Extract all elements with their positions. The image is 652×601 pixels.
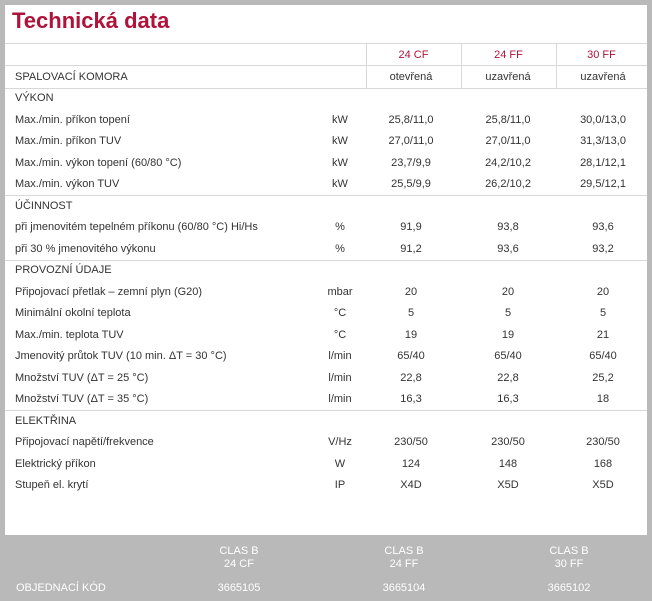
spec-value: 27,0/11,0 — [388, 135, 434, 148]
spec-row — [5, 453, 647, 475]
section-header — [5, 410, 647, 432]
spec-label: Max./min. teplota TUV — [15, 328, 124, 341]
spec-value: 20 — [501, 285, 515, 298]
order-code-24cf: 3665105 — [217, 582, 261, 594]
spec-unit: kW — [332, 178, 348, 191]
spec-row — [5, 131, 647, 153]
row-divider — [5, 195, 647, 196]
model-line: CLAS B — [549, 545, 589, 557]
spec-unit: °C — [333, 328, 347, 341]
model-line: CLAS B — [384, 545, 424, 557]
spec-value: 168 — [593, 457, 613, 470]
spec-value: uzavřená — [580, 70, 626, 83]
spec-value: X4D — [400, 479, 422, 492]
model-line: CLAS B — [219, 545, 259, 557]
order-code-24ff: 3665104 — [382, 582, 426, 594]
spec-value: 65/40 — [494, 350, 522, 363]
spec-label: Elektrický příkon — [15, 457, 96, 470]
section-header — [5, 260, 647, 282]
spec-unit: % — [335, 221, 345, 234]
row-divider — [5, 260, 647, 261]
spec-value: X5D — [497, 479, 519, 492]
spec-unit: l/min — [328, 371, 352, 384]
spec-value: 5 — [407, 307, 415, 320]
spec-value: 29,5/12,1 — [580, 178, 626, 191]
spec-value: 18 — [596, 393, 610, 406]
section-title: PROVOZNÍ ÚDAJE — [15, 264, 112, 277]
spec-label: při jmenovitém tepelném příkonu (60/80 °C) Hi/Hs — [15, 221, 258, 234]
spec-label: Max./min. výkon TUV — [15, 178, 120, 191]
column-header-30ff: 30 FF — [587, 49, 616, 61]
spec-value: 16,3 — [400, 393, 422, 406]
spec-value: 22,8 — [400, 371, 422, 384]
spec-value: 21 — [596, 328, 610, 341]
spec-row — [5, 389, 647, 411]
spec-label: Max./min. příkon topení — [15, 113, 130, 126]
spec-row — [5, 346, 647, 368]
spec-value: 93,6 — [592, 221, 614, 234]
row-divider — [5, 88, 647, 89]
spec-row — [5, 66, 647, 88]
spec-label: Připojovací napětí/frekvence — [15, 436, 154, 449]
spec-unit: IP — [334, 479, 346, 492]
spec-label: Max./min. příkon TUV — [15, 135, 122, 148]
spec-value: 27,0/11,0 — [485, 135, 531, 148]
spec-label: Minimální okolní teplota — [15, 307, 131, 320]
spec-unit: mbar — [327, 285, 353, 298]
spec-value: 25,8/11,0 — [388, 113, 434, 126]
spec-unit: °C — [333, 307, 347, 320]
footer-model-24cf — [179, 545, 299, 571]
spec-value: X5D — [592, 479, 614, 492]
spec-label: Jmenovitý průtok TUV (10 min. ΔT = 30 °C) — [15, 350, 227, 363]
spec-label: Množství TUV (ΔT = 25 °C) — [15, 371, 149, 384]
spec-value: 25,5/9,9 — [391, 178, 431, 191]
spec-label: Max./min. výkon topení (60/80 °C) — [15, 156, 182, 169]
spec-unit — [305, 66, 375, 88]
spec-unit: kW — [332, 135, 348, 148]
spec-row — [5, 174, 647, 196]
model-line: 30 FF — [554, 558, 584, 570]
order-code-label: OBJEDNACÍ KÓD — [16, 582, 106, 594]
spec-label: Připojovací přetlak – zemní plyn (G20) — [15, 285, 203, 298]
spec-value: 19 — [501, 328, 515, 341]
spec-value: 26,2/10,2 — [485, 178, 531, 191]
spec-row — [5, 281, 647, 303]
spec-value: 93,2 — [592, 242, 614, 255]
spec-value: 65/40 — [589, 350, 617, 363]
spec-value: 65/40 — [397, 350, 425, 363]
column-header-24ff: 24 FF — [494, 49, 523, 61]
spec-value: 230/50 — [394, 436, 428, 449]
spec-value: 148 — [498, 457, 518, 470]
spec-value: 20 — [596, 285, 610, 298]
spec-value: 25,2 — [592, 371, 614, 384]
spec-value: 91,9 — [400, 221, 422, 234]
spec-value: 20 — [404, 285, 418, 298]
spec-row — [5, 303, 647, 325]
spec-row — [5, 152, 647, 174]
model-line: 24 CF — [224, 558, 254, 570]
spec-unit: l/min — [328, 393, 352, 406]
spec-row — [5, 367, 647, 389]
spec-value: uzavřená — [485, 70, 531, 83]
model-line: 24 FF — [389, 558, 419, 570]
spec-row — [5, 432, 647, 454]
spec-value: 22,8 — [497, 371, 519, 384]
section-title: VÝKON — [15, 92, 54, 105]
spec-value: 230/50 — [491, 436, 525, 449]
spec-value: 19 — [404, 328, 418, 341]
section-header — [5, 195, 647, 217]
spec-unit: W — [334, 457, 346, 470]
spec-label: Stupeň el. krytí — [15, 479, 89, 492]
footer-model-30ff — [509, 545, 629, 571]
page-title: Technická data — [12, 8, 170, 33]
spec-unit: kW — [332, 156, 348, 169]
spec-label: při 30 % jmenovitého výkonu — [15, 242, 156, 255]
spec-value: 24,2/10,2 — [485, 156, 531, 169]
spec-value: 23,7/9,9 — [391, 156, 431, 169]
spec-value: 5 — [504, 307, 512, 320]
spec-value: 28,1/12,1 — [580, 156, 626, 169]
footer-model-24ff — [344, 545, 464, 571]
spec-value: 30,0/13,0 — [580, 113, 626, 126]
spec-value: 124 — [401, 457, 421, 470]
spec-unit: kW — [332, 113, 348, 126]
spec-row — [5, 109, 647, 131]
spec-value: 31,3/13,0 — [580, 135, 626, 148]
spec-value: 16,3 — [497, 393, 519, 406]
spec-unit: % — [335, 242, 345, 255]
spec-value: 230/50 — [586, 436, 620, 449]
column-header-24cf: 24 CF — [398, 49, 429, 61]
spec-unit: V/Hz — [328, 436, 352, 449]
section-title: ÚČINNOST — [15, 199, 73, 212]
spec-value: 25,8/11,0 — [485, 113, 531, 126]
spec-row — [5, 217, 647, 239]
spec-row — [5, 238, 647, 260]
spec-value: otevřená — [389, 70, 433, 83]
spec-row — [5, 324, 647, 346]
spec-unit: l/min — [328, 350, 352, 363]
section-header — [5, 88, 647, 110]
row-divider — [5, 410, 647, 411]
spec-value: 91,2 — [400, 242, 422, 255]
order-code-30ff: 3665102 — [547, 582, 591, 594]
spec-value: 93,6 — [497, 242, 519, 255]
section-title: ELEKTŘINA — [15, 414, 77, 427]
spec-label: Množství TUV (ΔT = 35 °C) — [15, 393, 149, 406]
spec-row — [5, 475, 647, 497]
spec-label: SPALOVACÍ KOMORA — [15, 70, 128, 83]
spec-value: 5 — [599, 307, 607, 320]
spec-value: 93,8 — [497, 221, 519, 234]
